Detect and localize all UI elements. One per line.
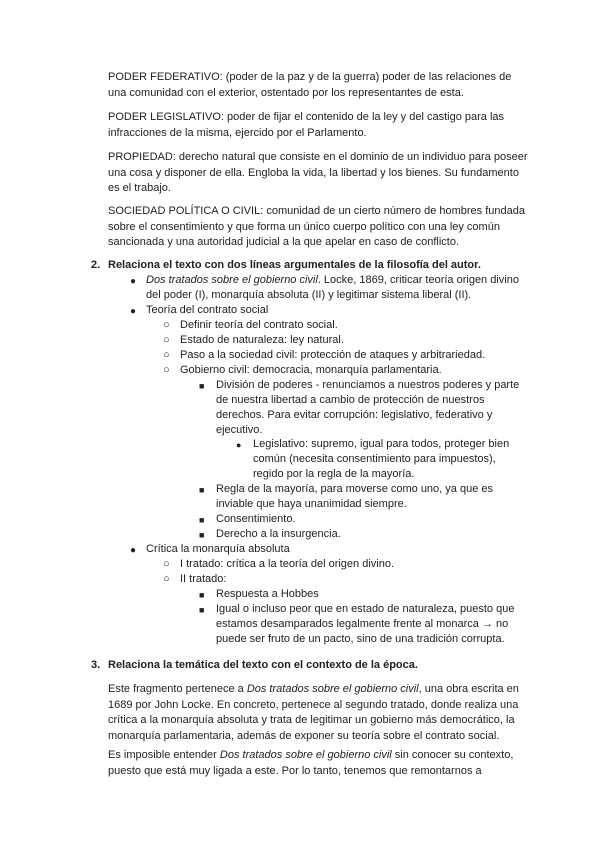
definition-poder-federativo — [108, 70, 528, 101]
bullet-square-icon: ■ — [199, 605, 205, 615]
bullet-circle-icon: ○ — [163, 334, 170, 346]
book-title: Dos tratados sobre el gobierno civil — [219, 749, 392, 761]
list-item-legislativo-cont: regido por la regla de la mayoría. — [253, 468, 415, 480]
list-item: Definir teoría del contrato social. — [180, 319, 338, 331]
bullet-square-icon: ■ — [199, 381, 205, 391]
list-item-insurgencia: Derecho a la insurgencia. — [216, 528, 341, 540]
list-item-regla-mayoria-cont: inviable que haya unanimidad siempre. — [216, 498, 407, 510]
bullet-disc-icon: ● — [130, 306, 137, 317]
definition-poder-legislativo — [108, 110, 528, 141]
list-item-igual-peor-cont: puede ser fruto de un pacto, sino de una tradición corrupta. — [216, 633, 505, 645]
bullet-square-icon: ■ — [199, 485, 205, 495]
bullet-circle-icon: ○ — [163, 319, 170, 331]
bullet-disc-icon: ● — [236, 440, 242, 450]
definition-term: PROPIEDAD: — [108, 151, 176, 163]
list-item-consentimiento: Consentimiento. — [216, 513, 296, 525]
list-item: Paso a la sociedad civil: protección de ataques y arbitrariedad. — [180, 349, 486, 361]
context-paragraph-1: Este fragmento pertenece a Dos tratados sobre el gobierno civil, una obra escrita en 1689 por John Locke. En concreto, pertenece al segundo tratado, donde realiza una crítica a la monarquía absoluta y trata de legitimar un gobierno más democrático, la monarquía parlamentaria, además de exponer su teoría sobre el contrato social. — [108, 683, 519, 742]
list-item-monarquia-absoluta: Crítica la monarquía absoluta — [146, 543, 290, 555]
bullet-square-icon: ■ — [199, 515, 205, 525]
list-item-hobbes: Respuesta a Hobbes — [216, 588, 319, 600]
bullet-disc-icon: ● — [130, 276, 137, 287]
list-item-legislativo-cont: común (necesita consentimiento para impuestos), — [253, 453, 496, 465]
bullet-square-icon: ■ — [199, 590, 205, 600]
bullet-square-icon: ■ — [199, 530, 205, 540]
list-item-division-poderes-cont: ejecutivo. — [216, 424, 263, 436]
list-item-legislativo: Legislativo: supremo, igual para todos, proteger bien — [253, 438, 510, 450]
context-paragraph-2: Es imposible entender Dos tratados sobre el gobierno civil sin conocer su contexto, puesto que está muy ligada a este. Por lo tanto, tenemos que remontarnos a — [108, 749, 514, 777]
definition-term: PODER FEDERATIVO: — [108, 71, 223, 83]
bullet-circle-icon: ○ — [163, 558, 170, 570]
section-2-heading: 2. Relaciona el texto con dos líneas argumentales de la filosofía del autor. — [91, 259, 481, 271]
bullet-circle-icon: ○ — [163, 573, 170, 585]
list-item-i-tratado: I tratado: crítica a la teoría del origen divino. — [180, 558, 395, 570]
bullet-disc-icon: ● — [130, 545, 137, 556]
list-item-dos-tratados-cont: del poder (I), monarquía absoluta (II) y legitimar sistema liberal (II). — [146, 289, 472, 301]
list-item-igual-peor-cont: estamos desamparados legalmente frente al monarca → no — [216, 618, 509, 630]
list-item-igual-peor: Igual o incluso peor que en estado de naturaleza, puesto que — [216, 603, 515, 615]
bullet-circle-icon: ○ — [163, 349, 170, 361]
definition-text: (poder de la paz y de la guerra) poder de las relaciones de una comunidad con el exterior, ostentado por los representantes de esta. — [108, 71, 512, 99]
definition-term: SOCIEDAD POLÍTICA O CIVIL: — [108, 205, 264, 217]
definition-term: PODER LEGISLATIVO: — [108, 111, 224, 123]
list-item-division-poderes-cont: derechos. Para evitar corrupción: legislativo, federativo y — [216, 409, 493, 421]
book-title: Dos tratados sobre el gobierno civil — [246, 683, 419, 695]
definition-text: comunidad de un cierto número de hombres fundada sobre el consentimiento y que forma un único cuerpo político con una ley común sancionada y una autoridad judicial a la que apelar en caso de conflicto. — [108, 205, 525, 248]
bullet-circle-icon: ○ — [163, 364, 170, 376]
section-3-heading: 3. Relaciona la temática del texto con el contexto de la época. — [91, 659, 418, 671]
list-item-division-poderes: División de poderes - renunciamos a nuestros poderes y parte — [216, 379, 520, 391]
list-item: Estado de naturaleza: ley natural. — [180, 334, 344, 346]
definition-sociedad-politica — [108, 204, 528, 251]
definition-text: poder de fijar el contenido de la ley y del castigo para las infracciones de la misma, ejercido por el Parlamento. — [108, 111, 505, 139]
definition-text: derecho natural que consiste en el dominio de un individuo para poseer una cosa y disponer de ella. Engloba la vida, la libertad y los bienes. Su fundamento es el trabajo. — [108, 151, 528, 194]
list-item-division-poderes-cont: de nuestra libertad a cambio de protección de nuestros — [216, 394, 485, 406]
list-item-regla-mayoria: Regla de la mayoría, para moverse como uno, ya que es — [216, 483, 493, 495]
list-item-dos-tratados: Dos tratados sobre el gobierno civil. Locke, 1869, criticar teoría origen divino — [146, 274, 519, 286]
definition-propiedad — [108, 150, 528, 197]
list-item-ii-tratado: II tratado: — [180, 573, 227, 585]
book-title: Dos tratados sobre el gobierno civil — [146, 274, 318, 286]
list-item-contrato-social: Teoría del contrato social — [146, 304, 269, 316]
list-item: Gobierno civil: democracia, monarquía parlamentaria. — [180, 364, 442, 376]
